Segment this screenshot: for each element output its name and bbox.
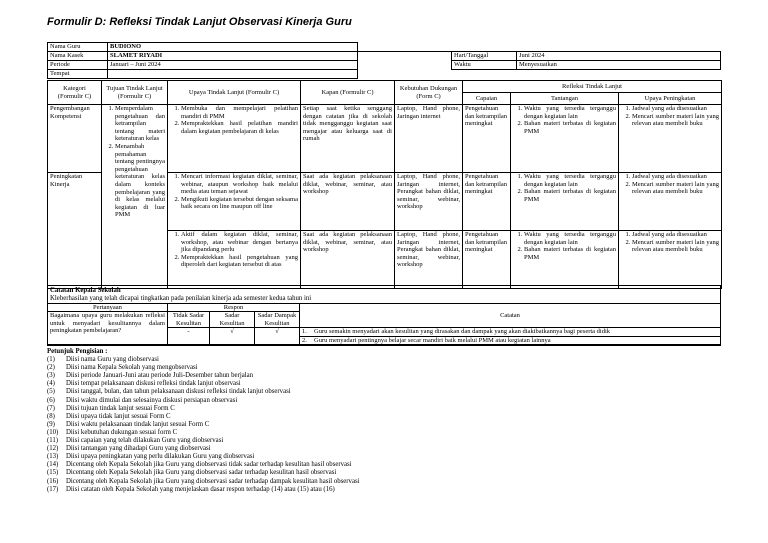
list-item-number: (6) — [47, 396, 55, 404]
list-item — [47, 388, 727, 396]
peningkatan-cell — [619, 105, 722, 173]
list-item-text: Diisi waktu dimulai dan selesainya diskusi persiapan observasi — [66, 396, 238, 404]
upaya-item: 1. Aktif dalam kegiatan diklat, seminar, workshop, atau webinar dengan bertanya jika dipandang perlu — [181, 231, 298, 254]
tantangan-item: 2. Bahan materi terbatas di kegiatan PMM — [524, 246, 616, 261]
kategori-cell: Peningkatan Kinerja — [48, 173, 102, 289]
mark-sadar: √ — [210, 328, 255, 345]
header-tantangan: Tantangan — [511, 93, 619, 105]
list-item-text: Diisi tantangan yang dihadapi Guru yang diobservasi — [66, 445, 211, 453]
list-item-text: Diisi nama Kepala Sekolah yang mengobservasi — [66, 364, 198, 372]
list-item-text: Dicentang oleh Kepala Sekolah jika Guru yang diobservasi sadar terhadap kesulitan hasil observasi — [66, 469, 337, 477]
list-item-number: (10) — [47, 428, 59, 436]
waktu-label: Waktu — [452, 61, 517, 70]
list-item-number: (7) — [47, 404, 55, 412]
list-item-text: Dicentang oleh Kepala Sekolah jika Guru yang diobservasi sadar terhadap dampak kesulitan hasil observasi — [66, 477, 360, 485]
info-table — [47, 42, 721, 79]
header-refleksi: Refleksi Tindak Lanjut — [463, 81, 722, 93]
list-item — [47, 429, 727, 437]
periode-label: Periode — [48, 61, 108, 70]
list-item-text: Dicentang oleh Kepala Sekolah jika Guru yang diobservasi tidak sadar terhadap kesulitan hasil observasi — [66, 461, 352, 469]
list-item-text: Diisi kebutuhan dukungan sesuai form C — [66, 428, 178, 436]
list-item-number: (16) — [47, 477, 59, 485]
list-item-number: (9) — [47, 420, 55, 428]
header-tujuan: Tujuan Tindak Lanjut (Formulir C) — [102, 81, 168, 105]
upaya-item: 2. Mempraktekkan hasil pengetahuan yang diperoleh dari kegiatan tersebut di atas — [181, 254, 298, 269]
peningkatan-item: 2. Mencari sumber materi lain yang relevan atau membeli buku — [632, 239, 719, 254]
list-item-number: (5) — [47, 388, 55, 396]
catatan-kepsek-section — [47, 285, 721, 346]
peningkatan-item: 2. Mencari sumber materi lain yang relevan atau membeli buku — [632, 113, 719, 128]
kapan-cell: Setiap saat ketika senggang dengan catatan jika di sekolah tidak mengganggu kegiatan saat mengajar atau keluarga saat di rumah — [301, 105, 395, 173]
respon-header: Respon — [168, 304, 300, 312]
waktu-value: Menyesuaikan — [517, 61, 721, 70]
list-item-text: Diisi capaian yang telah dilakukan Guru yang diobservasi — [66, 437, 224, 445]
list-item-text: Diisi catatan oleh Kepala Sekolah yang menjelaskan dasar respon terhadap (14) atau (15) atau (16) — [66, 485, 335, 493]
pertanyaan-text: Bagaimana upaya guru melakukan refleksi untuk menyadari kesulitannya dalam peningkatan pembelajaran? — [48, 312, 168, 345]
tantangan-item: 1. Waktu yang tersedia terganggu dengan kegiatan lain — [524, 231, 616, 246]
hari-value: Juni 2024 — [517, 52, 721, 61]
nama-kasek-value: SLAMET RIYADI — [108, 52, 358, 61]
list-item-text: Diisi upaya tidak lanjut sesuai Form C — [66, 412, 171, 420]
petunjuk-list — [47, 356, 727, 494]
table-row — [48, 105, 722, 173]
list-item-text: Diisi upaya peningkatan yang perlu dilakukan Guru yang diobservasi — [66, 453, 255, 461]
peningkatan-item: 2. Mencari sumber materi lain yang relevan atau membeli buku — [632, 181, 719, 196]
nama-guru-value: BUDIONO — [108, 43, 358, 52]
list-item-text: Diisi periode Januari-Juni atau periode Juli-Desember tahun berjalan — [66, 372, 254, 380]
list-item — [47, 453, 727, 461]
tujuan-cell — [102, 105, 168, 289]
kategori-cell: Pengembangan Kompetensi — [48, 105, 102, 173]
tantangan-cell — [511, 173, 619, 231]
list-item-text: Diisi tempat pelaksanaan diskusi refleksi tindak lanjut observasi — [66, 380, 241, 388]
pertanyaan-header: Pertanyaan — [48, 304, 168, 312]
list-item — [47, 478, 727, 486]
petunjuk-heading: Petunjuk Pengisian : — [47, 348, 108, 355]
list-item — [47, 469, 727, 477]
tantangan-item: 2. Bahan materi terbatas di kegiatan PMM — [524, 188, 616, 203]
tantangan-item: 1. Waktu yang tersedia terganggu dengan kegiatan lain — [524, 173, 616, 188]
kapan-cell: Saat ada kegiatan pelaksanaan diklat, webinar, seminar, atau workshop — [301, 173, 395, 231]
upaya-item: 2. Mengikuti kegiatan tersebut dengan seksama baik secara on line maupun off line — [181, 196, 298, 211]
header-kapan: Kapan (Formulir C) — [301, 81, 395, 105]
upaya-item: 2. Mempraktekkan hasil pelatihan mandiri dalam kegiatan pembelajaran di kelas — [181, 120, 298, 135]
nama-guru-label: Nama Guru — [48, 43, 108, 52]
peningkatan-item: 1. Jadwal yang ada disesuaikan — [632, 231, 719, 239]
kebutuhan-cell: Laptop, Hand phone, Jaringan internet — [395, 105, 463, 173]
kebutuhan-cell: Laptop, Hand phone, Jaringan internet, Perangkat bahan diklat, seminar, webinar, workshop — [395, 231, 463, 289]
header-upaya: Upaya Tindak Lanjut (Formulir C) — [168, 81, 301, 105]
upaya-cell — [168, 105, 301, 173]
list-item-text: Diisi waktu pelaksanaan tindak lanjut sesuai Form C — [66, 420, 210, 428]
mark-sadar-dampak: √ — [255, 328, 300, 345]
list-item — [47, 461, 727, 469]
header-upaya-peningkatan: Upaya Peningkatan — [619, 93, 722, 105]
tantangan-item: 2. Bahan materi terbatas di kegiatan PMM — [524, 120, 616, 135]
tantangan-item: 1. Waktu yang tersedia terganggu dengan kegiatan lain — [524, 105, 616, 120]
tempat-value — [108, 70, 358, 79]
upaya-cell — [168, 173, 301, 231]
header-kategori: Kategori (Formulir C) — [48, 81, 102, 105]
header-kebutuhan: Kebutuhan Dukungan (Form C) — [395, 81, 463, 105]
nama-kasek-label: Nama Kasek — [48, 52, 108, 61]
list-item — [47, 397, 727, 405]
list-item-text: Diisi tujuan tindak lanjut sesuai Form C — [66, 404, 175, 412]
upaya-cell — [168, 231, 301, 289]
form-title: Formulir D: Refleksi Tindak Lanjut Observasi Kinerja Guru — [47, 16, 352, 28]
peningkatan-item: 1. Jadwal yang ada disesuaikan — [632, 105, 719, 113]
option-tidak-sadar: Tidak Sadar Kesulitan — [168, 312, 210, 328]
list-item — [47, 356, 727, 364]
tujuan-item: 1. Memperdalam pengetahuan dan ketrampilan tentang materi keteraturan kelas — [115, 105, 165, 143]
list-item — [47, 421, 727, 429]
list-item-text: Diisi tanggal, bulan, dan tahun pelaksanaan diskusi refleksi tindak lanjut observasi — [66, 388, 291, 396]
catatan-item: 1. Guru semakin menyadari akan kesulitan yang dirasakan dan dampak yang akan diakibatkannya bagi peserta didik — [300, 328, 721, 336]
list-item-number: (13) — [47, 453, 59, 461]
catatan-header: Catatan — [300, 304, 721, 328]
list-item-number: (2) — [47, 364, 55, 372]
tempat-label: Tempat — [48, 70, 108, 79]
header-capaian: Capaian — [463, 93, 511, 105]
list-item-number: (11) — [47, 437, 59, 445]
periode-value: Januari – Juni 2024 — [108, 61, 358, 70]
list-item-number: (1) — [47, 356, 55, 364]
peningkatan-cell — [619, 173, 722, 231]
list-item — [47, 405, 727, 413]
catatan-kepsek-text: Kleberhasilan yang telah dicapai tingkatkan pada penilaian kinerja ada semester kedua tahun ini — [50, 295, 312, 302]
list-item — [47, 486, 727, 494]
hari-label: Hari/Tanggal — [452, 52, 517, 61]
list-item — [47, 413, 727, 421]
list-item-number: (3) — [47, 372, 55, 380]
list-item-number: (4) — [47, 380, 55, 388]
list-item — [47, 372, 727, 380]
list-item — [47, 437, 727, 445]
tantangan-cell — [511, 231, 619, 289]
list-item — [47, 445, 727, 453]
respon-table — [47, 303, 721, 345]
option-sadar: Sadar Kesulitan — [210, 312, 255, 328]
catatan-item: 2. Guru menyadari pentingnya belajar secar mandiri baik melalui PMM atau kegiatan lainnya — [300, 336, 721, 344]
peningkatan-item: 1. Jadwal yang ada disesuaikan — [632, 173, 719, 181]
list-item-text: Diisi nama Guru yang diobservasi — [66, 356, 159, 364]
kebutuhan-cell: Laptop, Hand phone, Jaringan internet, Perangkat bahan diklat, seminar, webinar, workshop — [395, 173, 463, 231]
list-item — [47, 364, 727, 372]
upaya-item: 1. Mencari informasi kegiatan diklat, seminar, webinar, ataupun workshop baik melalui media atau teman sejawat — [181, 173, 298, 196]
upaya-item: 1. Membuka dan mempelajari pelatihan mandiri di PMM — [181, 105, 298, 120]
mark-tidak-sadar: - — [168, 328, 210, 345]
kapan-cell: Saat ada kegiatan pelaksanaan diklat, webinar, seminar, atau workshop — [301, 231, 395, 289]
capaian-cell: Pengetahuan dan ketrampilan meningkat — [463, 105, 511, 173]
list-item-number: (14) — [47, 461, 59, 469]
capaian-cell: Pengetahuan dan ketrampilan meningkat — [463, 173, 511, 231]
list-item — [47, 380, 727, 388]
peningkatan-cell — [619, 231, 722, 289]
catatan-kepsek-heading: Catatan Kepala Sekolah — [50, 287, 121, 294]
list-item-number: (8) — [47, 412, 55, 420]
list-item-number: (17) — [47, 485, 59, 493]
list-item-number: (12) — [47, 445, 59, 453]
capaian-cell: Pengetahuan dan ketrampilan meningkat — [463, 231, 511, 289]
list-item-number: (15) — [47, 469, 59, 477]
petunjuk-section — [47, 348, 727, 494]
tujuan-item: 2. Menambah pemahaman tentang pentingnya pengetahuan keteraturan kelas dalam konteks pembelajaran yang di kelas melalui kegiatan di luar PMM — [115, 143, 165, 219]
option-sadar-dampak: Sadar Dampak Kesulitan — [255, 312, 300, 328]
reflection-table — [47, 80, 722, 289]
tantangan-cell — [511, 105, 619, 173]
